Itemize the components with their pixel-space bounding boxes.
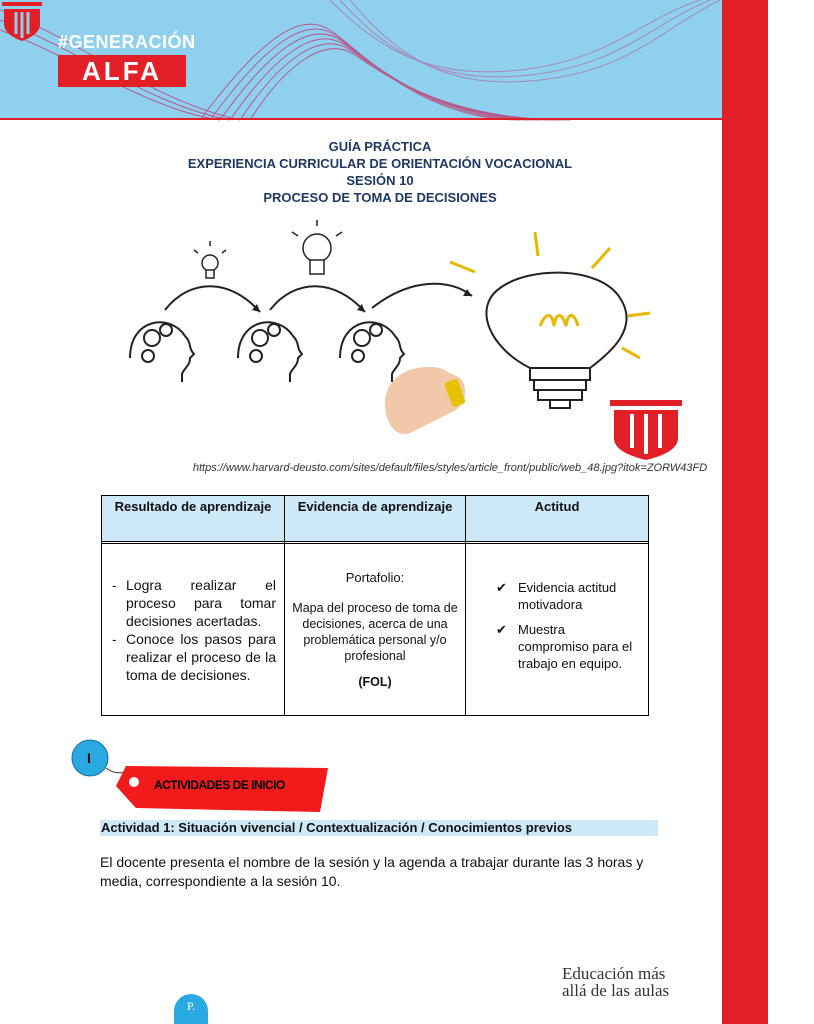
activity-heading: Actividad 1: Situación vivencial / Contextualización / Conocimientos previos [100,820,658,836]
activity-description: El docente presenta el nombre de la sesión y la agenda a trabajar durante las 3 horas y media, correspondiente a la sesión 10. [100,854,644,889]
large-bulb-icon [486,273,626,408]
brand-hashtag: #GENERACIÓN [58,32,196,52]
evidence-code: (FOL) [358,674,392,689]
university-badge-icon [610,400,682,460]
side-strip [722,0,800,1024]
outcome-text: Logra realizar el proceso para tomar decisiones acertadas. [126,576,276,629]
side-phrase: Tienes el ahora [781,577,800,681]
list-item [496,621,638,672]
document-title [100,138,660,206]
activity-tag-label: ACTIVIDADES DE INICIO [154,778,285,792]
outcome-text: Conoce los pasos para realizar el proceso de la toma de decisiones. [126,630,276,683]
arrow-up-icon: ▲ [781,337,800,354]
competencies-table [101,495,649,716]
check-icon: ✔ [496,622,507,637]
footer-tagline [562,965,669,999]
side-phrase: para elegir tu futuro [781,10,800,146]
check-icon: ✔ [496,580,507,595]
arrow-up-icon: ▲ [781,700,800,718]
side-phrase: Tienes el ahora [781,213,800,318]
medium-bulb-icon [292,220,342,274]
university-crest-icon [0,0,44,42]
title-line: SESIÓN 10 [346,173,414,188]
list-item: - Logra realizar el proceso para tomar decisiones acertadas. [112,576,276,629]
attitude-text: Evidencia actitud motivadora [518,580,617,612]
image-source-url [0,462,760,474]
title-line: EXPERIENCIA CURRICULAR DE ORIENTACIÓN VOCACIONAL [187,156,573,171]
brand-logo: ALFA [58,55,186,87]
header-banner [0,0,722,120]
tagline-line: allá de las aulas [562,981,670,1000]
chevron-icon: ❯❯ [781,892,800,922]
side-phrase: para elegir tu futuro [781,737,800,874]
arrow-icon [165,284,472,312]
attitude-text: Muestra compromiso para el trabajo en equipo. [518,622,633,671]
portfolio-label: Portafolio: [345,569,405,585]
chevron-icon: ❯❯ [781,529,800,558]
list-item [496,579,638,613]
page-marker: P. [174,994,208,1024]
table-header-row [102,496,649,542]
header-evidence: Evidencia de aprendizaje [285,496,466,542]
banner-divider [0,118,722,120]
header-outcome: Resultado de aprendizaje [102,496,285,542]
title-line: PROCESO DE TOMA DE DECISIONES [263,190,497,205]
head-icon [130,322,194,382]
side-phrase: es el ahora [781,941,800,1015]
evidence-cell [285,544,466,716]
chevron-icon: ❯❯ [781,165,800,194]
source-url-text: https://www.harvard-deusto.com/sites/default/files/styles/article_front/public/web_48.jpg?itok=ZORW43FD [192,462,708,474]
title-line: GUÍA PRÁCTICA [328,139,432,154]
table-row [102,544,649,716]
attitude-cell [466,544,649,716]
tagline-line: Educación más [562,964,666,983]
head-icon [340,322,404,382]
decision-process-illustration [110,218,700,462]
side-strip-text [768,0,814,1024]
small-bulb-icon [194,241,226,278]
outcomes-cell [102,544,285,716]
activity-number: I [87,750,91,766]
head-icon [238,322,302,382]
header-attitude: Actitud [466,496,649,542]
hand-marker-icon [385,367,466,434]
evidence-description: Mapa del proceso de toma de decisiones, acerca de una problemática personal y/o profesional [292,600,458,663]
side-phrase: para elegir tu futuro [781,373,800,510]
list-item: - Conoce los pasos para realizar el proceso de la toma de decisiones. [112,630,276,683]
